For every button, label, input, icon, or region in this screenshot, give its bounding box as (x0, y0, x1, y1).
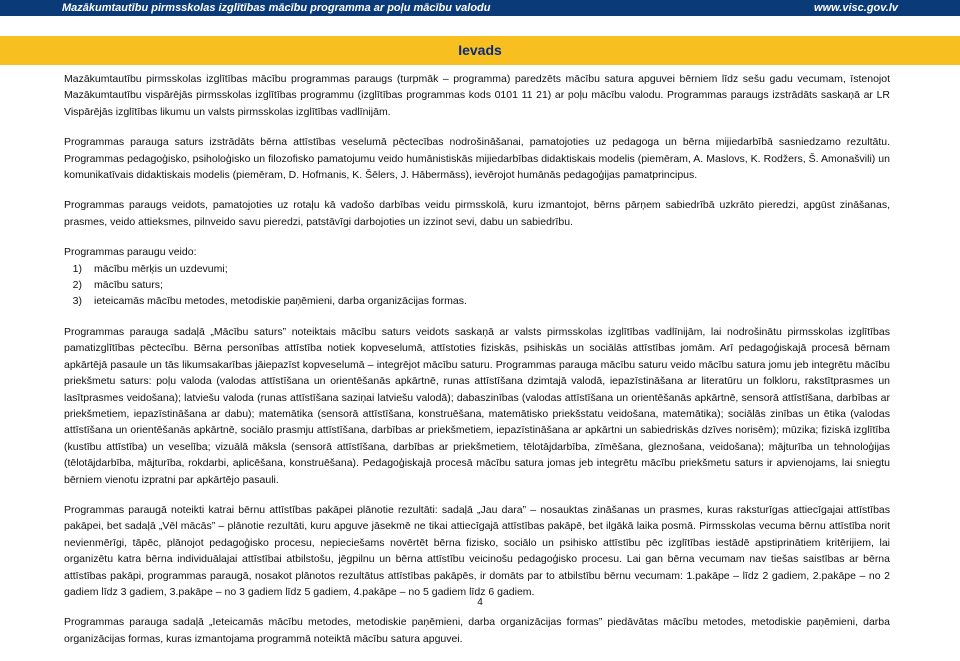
paragraph-intro: Mazākumtautību pirmsskolas izglītības mācību programmas paraugs (turpmāk – programma) paredzēts mācību satura apguvei bērniem līdz sešu gadu vecumam, īstenojot Mazākumtautību vispārējās pirmsskolas izglītības programmu (izglītības programmas kods 0101 11 21) ar poļu mācību valodu. Programmas paraugs izstrādāts saskaņā ar LR Vispārējās izglītības likumu un valsts pirmsskolas izglītības vadlīnijām. (64, 73, 890, 118)
document-body (64, 71, 890, 661)
list-item-text: ieteicamās mācību metodes, metodiskie paņēmieni, darba organizācijas formas. (94, 295, 467, 308)
document-header-bar (0, 0, 960, 16)
list-item (64, 293, 890, 309)
paragraph-teaching-methods: Programmas parauga sadaļā „Ieteicamās mācību metodes, metodiskie paņēmieni, darba organizācijas formas” piedāvātas mācību metodes, metodiskie paņēmieni, darba organizācijas formas, kuras izmantojama programmā noteiktā mācību satura apguvei. (64, 616, 890, 645)
list-item-number: 3) (72, 295, 82, 308)
header-document-title: Mazākumtautību pirmsskolas izglītības mācību programma ar poļu mācību valodu (62, 2, 491, 14)
list-item-number: 1) (72, 262, 82, 275)
header-website[interactable]: www.visc.gov.lv (814, 2, 898, 14)
paragraph-content-basis: Programmas parauga saturs izstrādāts bērna attīstības veselumā pēctecības nodrošināšanai, pamatojoties uz pedagoga un bērna mijiedarbībā sasniedzamo rezultātu. Programmas pedagoģisko, psiholoģisko un filozofisko pamatojumu veido humānistiskās mijiedarbības didaktiskais modelis (piemēram, A. Maslovs, K. Rodžers, Š. Amonašvili) un komunikatīvais didaktiskais modelis (piemēram, D. Hofmanis, K. Šēlers, J. Hābermāss), ievērojot humānās pedagoģijas pamatprincipus. (64, 136, 890, 182)
list-item-number: 2) (72, 279, 82, 292)
page-number: 4 (477, 597, 483, 608)
program-components-list (64, 261, 890, 310)
paragraph-play-activity: Programmas paraugs veidots, pamatojoties uz rotaļu kā vadošo darbības veidu pirmsskolā, kuru izmantojot, bērns pārņem sabiedrībā uzkrāto pieredzi, apgūst zināšanas, prasmes, veido attieksmes, pilnveido savu pieredzi, patstāvīgi darbojoties un izzinot sevi, dabu un sabiedrību. (64, 199, 890, 228)
list-item (64, 277, 890, 293)
paragraph-planned-results: Programmas paraugā noteikti katrai bērnu attīstības pakāpei plānotie rezultāti: sadaļā „Jau dara” – nosauktas zināšanas un prasmes, kuras raksturīgas attiecīgajai attīstības pakāpei, bet sadaļā „Vēl mācās” – plānotie rezultāti, kuru apguve jāsekmē ne tikai attiecīgajā attīstības pakāpē, bet ilgākā laika posmā. Pirmsskolas vecuma bērnu attīstība norit nevienmērīgi, tāpēc, plānojot pedagoģisko procesu, nepieciešams novērtēt bērna fizisko, sociālo un psihisko attīstību pēc izglītības iestādē apstiprinātiem kritērijiem, lai organizētu katra bērna individuālajai attīstībai atbilstošu, jēgpilnu un bērna attīstību veicinošu pedagoģisko procesu. Lai gan bērna vecumam nav tiešas saistības ar bērna attīstības pakāpi, programmas paraugā, nosakot plānotos rezultātus attīstības pakāpēs, ir domāts par to atbilstību bērnu vecumam: 1.pakāpe – līdz 2 gadiem, 2.pakāpe – no 2 gadiem līdz 3 gadiem, 3.pakāpe – no 3 gadiem līdz 5 gadiem, 4.pakāpe – no 5 gadiem līdz 6 gadiem. (64, 503, 890, 598)
list-item-text: mācību mērķis un uzdevumi; (94, 262, 228, 275)
section-title: Ievads (0, 36, 960, 65)
list-intro: Programmas paraugu veido: (64, 246, 197, 259)
paragraph-learning-content: Programmas parauga sadaļā „Mācību saturs” noteiktais mācību saturs veidots saskaņā ar valsts pirmsskolas izglītības vadlīnijām, lai nodrošinātu pirmsskolas izglītības pamatizglītības pēctecību. Bērna personības attīstība notiek kopveselumā, attīstoties fiziskās, psihiskās un sociālās attīstības jomām. Arī pedagoģiskajā procesā bērnam apkārtējā pasaule un tās likumsakarības jāiepazīst kopveselumā – integrējot mācību saturu. Programmas parauga mācību saturu veido mācību satura jomu jeb integrētu mācību priekšmetu saturs: poļu valoda (valodas attīstīšana un orientēšanās apkārtnē, runas attīstīšana dzimtajā valodā, iepazīstināšana ar literatūru un folkloru, rakstītprasmes un lasītprasmes veidošana); latviešu valoda (runas attīstīšana saziņai latviešu valodā); dabaszinības (valodas attīstīšana un orientēšanās apkārtnē, sensorā attīstīšana, darbības ar priekšmetiem, iepazīstināšana ar dabu); matemātika (sensorā attīstīšana, konstruēšana, matemātisko priekšstatu veidošana, matemātika); sociālās zinības un ētika (valodas attīstīšana un orientēšanās apkārtnē, sociālo prasmju attīstīšana, darbības ar priekšmetiem, iepazīstināšana ar apkārtni un sabiedriskās dzīves norisēm); mūzika; fiziskā izglītība (kustību attīstība) un veselība; vizuālā māksla (sensorā attīstīšana, darbības ar priekšmetiem, tēlotājdarbība, zīmēšana, gleznošana, veidošana); mājturība un tehnoloģijas (tēlotājdarbība, mājturība, rokdarbi, aplicēšana, konstruēšana). Pedagoģiskajā procesā mācību satura jomas jeb integrētu mācību priekšmetu saturs ir apvienojams, lai sniegtu bērniem vienotu izpratni par apkārtējo pasauli. (64, 325, 890, 486)
list-item (64, 261, 890, 277)
list-item-text: mācību saturs; (94, 279, 163, 292)
